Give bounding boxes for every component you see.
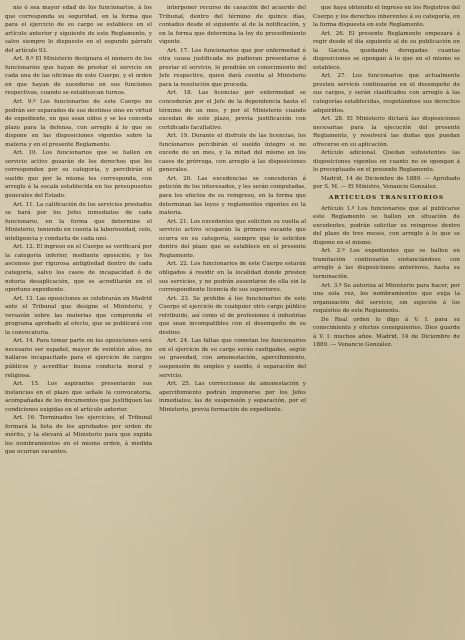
paragraph: Art. 8.º El Ministerio designará el número de los funcionarios que hayan de prestar el servicio en cada una de las oficinas de este Cuerpo, y el orden en que hayan de sucederse en sus funciones respectivas, cuando se establezcan turnos. (5, 56, 152, 97)
column-3-paragraphs (313, 4, 460, 192)
paragraph: Art. 18. Las licencias por enfermedad se concederán por el Jefe de la dependencia hasta el término de un mes, y por el Ministerio cuando excedan de este plazo, previa justificación con certificado facultativo. (159, 90, 306, 131)
paragraph: Art. 14. Para tomar parte en las oposiciones será necesario ser español, mayor de veintiún años, no hallarse incapacitado para el ejercicio de cargos públicos y acreditar buena conducta moral y religiosa. (5, 338, 152, 379)
paragraph: interponer recurso de casación del acuerdo del Tribunal, dentro del término de quince días, contados desde el siguiente al de la notificación, y en la forma que determina la ley de procedimiento vigente. (159, 5, 306, 46)
paragraph: Art. 26. El presente Reglamento empezará á regir desde el día siguiente al de su publicación en la Gaceta, quedando derogadas cuantas disposiciones se opongan á lo que en el mismo se establece. (313, 30, 460, 71)
paragraph: Art. 21. Los excedentes que soliciten su vuelta al servicio activo ocuparán la primera vacante que ocurra en su categoría, siempre que lo soliciten dentro del plazo que se establece en el presente Reglamento. (159, 218, 306, 259)
paragraph: nio ó sea mayor edad de los funcionarios, á los que corresponda su seguridad, en la forma que para el ejercicio de su cargo se establece en el artículo anterior y siguiente de este Reglamento, y salvo siempre lo dispuesto en el segundo párrafo del artículo 93. (5, 5, 152, 54)
paragraph: Art. 10. Los funcionarios que se hallen en servicio activo gozarán de los derechos que les corresponden por su categoría, y percibirán el sueldo que por la misma les corresponda, con arreglo á la escala establecida en los presupuestos generales del Estado. (5, 150, 152, 200)
text-column-1 (5, 4, 152, 638)
paragraph: Art. 11. La calificación de los servicios prestados se hará por los Jefes inmediatos de cada funcionario, en la forma que determine el Ministerio, teniendo en cuenta la laboriosidad, celo, inteligencia y conducta de cada uno. (5, 201, 152, 242)
paragraph: Art. 12. El ingreso en el Cuerpo se verificará por la categoría inferior, mediante oposición, y los ascensos por rigurosa antigüedad dentro de cada categoría, salvo los casos de incapacidad ó de notoria desaplicación, que se acreditarán en el oportuno expediente. (5, 244, 152, 294)
paragraph: Art. 25. Las correcciones de amonestación y apercibimiento podrán imponerse por los Jefes inmediatos; las de suspensión y separación, por el Ministerio, previa formación de expediente. (159, 381, 306, 413)
paragraph: Art. 23. Se prohibe á los funcionarios de este Cuerpo el ejercicio de cualquier otro cargo público retribuido, así como el de profesiones ó industrias que sean incompatibles con el desempeño de su destino. (159, 295, 306, 336)
paragraph: Art. 28. El Ministerio dictará las disposiciones necesarias para la ejecución del presente Reglamento, y resolverá las dudas que puedan ofrecerse en su aplicación. (313, 116, 460, 148)
paragraph: Artículo adicional. Quedan subsistentes las disposiciones vigentes en cuanto no se opongan á lo preceptuado en el presente Reglamento. (313, 150, 460, 174)
paragraph: Art. 16. Terminados los ejercicios, el Tribunal formará la lista de los aprobados por orden de mérito, y la elevará al Ministerio para que expida los nombramientos en el mismo orden, á medida que ocurran vacantes. (5, 415, 152, 456)
paragraph: Artículo 1.º Los funcionarios que al publicarse este Reglamento se hallen en situación de excedentes, podrán solicitar su reingreso dentro del plazo de tres meses, con arreglo á lo que se dispone en el mismo. (313, 205, 460, 246)
paragraph: Art. 3.º Se autoriza al Ministerio para hacer, por una sola vez, los nombramientos que exija la organización del servicio, sin sujeción á los requisitos de este Reglamento. (313, 282, 460, 315)
paragraph: Madrid, 14 de Diciembre de 1889. — Aprobado por S. M. — El Ministro, Venancio González. (313, 175, 460, 191)
paragraph: Art. 9.º Los funcionarios de este Cuerpo no podrán ser separados de sus destinos sino en virtud de expediente, en que sean oídos y se les conceda plazo para la defensa, con arreglo á lo que se dispone en las disposiciones vigentes sobre la materia y en el presente Reglamento. (5, 99, 152, 148)
text-column-2 (159, 4, 306, 638)
paragraph: Art. 24. Las faltas que cometan los funcionarios en el ejercicio de su cargo serán castigadas, según su gravedad, con amonestación, apercibimiento, suspensión de empleo y sueldo, ó separación del servicio. (159, 338, 306, 379)
paragraph: Art. 13. Las oposiciones se celebrarán en Madrid ante el Tribunal que designe el Ministerio, y versarán sobre las materias que comprenda el programa aprobado al efecto, que se publicará con la convocatoria. (5, 295, 152, 336)
column-2-paragraphs (159, 4, 306, 414)
section-heading: ARTÍCULOS TRANSITORIOS (328, 195, 445, 202)
paragraph: Art. 17. Los funcionarios que por enfermedad ú otra causa justificada no pudieran presentarse á prestar el servicio, lo pondrán en conocimiento del Jefe respectivo, quien dará cuenta al Ministerio para la resolución que proceda. (159, 47, 306, 88)
paragraph: Art. 15. Los aspirantes presentarán sus instancias en el plazo que señale la convocatoria, acompañadas de los documentos que justifiquen las condiciones exigidas en el artículo anterior. (5, 381, 152, 413)
paragraph: Art. 2.º Los expedientes que se hallen en tramitación continuarán sustanciándose con arreglo á las disposiciones anteriores, hasta su terminación. (313, 248, 460, 280)
column-1-paragraphs (5, 4, 152, 457)
paragraph: Art. 27. Los funcionarios que actualmente presten servicio continuarán en el desempeño de sus cargos, y serán clasificados con arreglo á las categorías establecidas, respetándose sus derechos adquiridos. (313, 73, 460, 114)
paragraph: Art. 22. Los funcionarios de este Cuerpo estarán obligados á residir en la localidad donde presten sus servicios, y no podrán ausentarse de ella sin la correspondiente licencia de sus superiores. (159, 261, 306, 294)
paragraph: que haya obtenido el ingreso en los Registros del Cuerpo y los derechos inherentes á su categoría, en la forma dispuesta en este Reglamento. (313, 5, 460, 29)
text-column-3 (313, 4, 460, 638)
column-3-paragraphs-after (313, 205, 460, 350)
paragraph: Art. 20. Las excedencias se concederán á petición de los interesados, y les serán computadas, para los efectos de su reingreso, en la forma que determinan las leyes y reglamentos vigentes en la materia. (159, 175, 306, 217)
paragraph: Art. 19. Durante el disfrute de las licencias, los funcionarios percibirán el sueldo íntegro si no excede de un mes, y la mitad del mismo en los casos de prórroga, con arreglo á las disposiciones generales. (159, 133, 306, 174)
paragraph: De Real orden lo digo á V. I. para su conocimiento y efectos consiguientes. Dios guarde á V. I. muchos años. Madrid, 14 de Diciembre de 1889. — Venancio González. (313, 316, 460, 349)
